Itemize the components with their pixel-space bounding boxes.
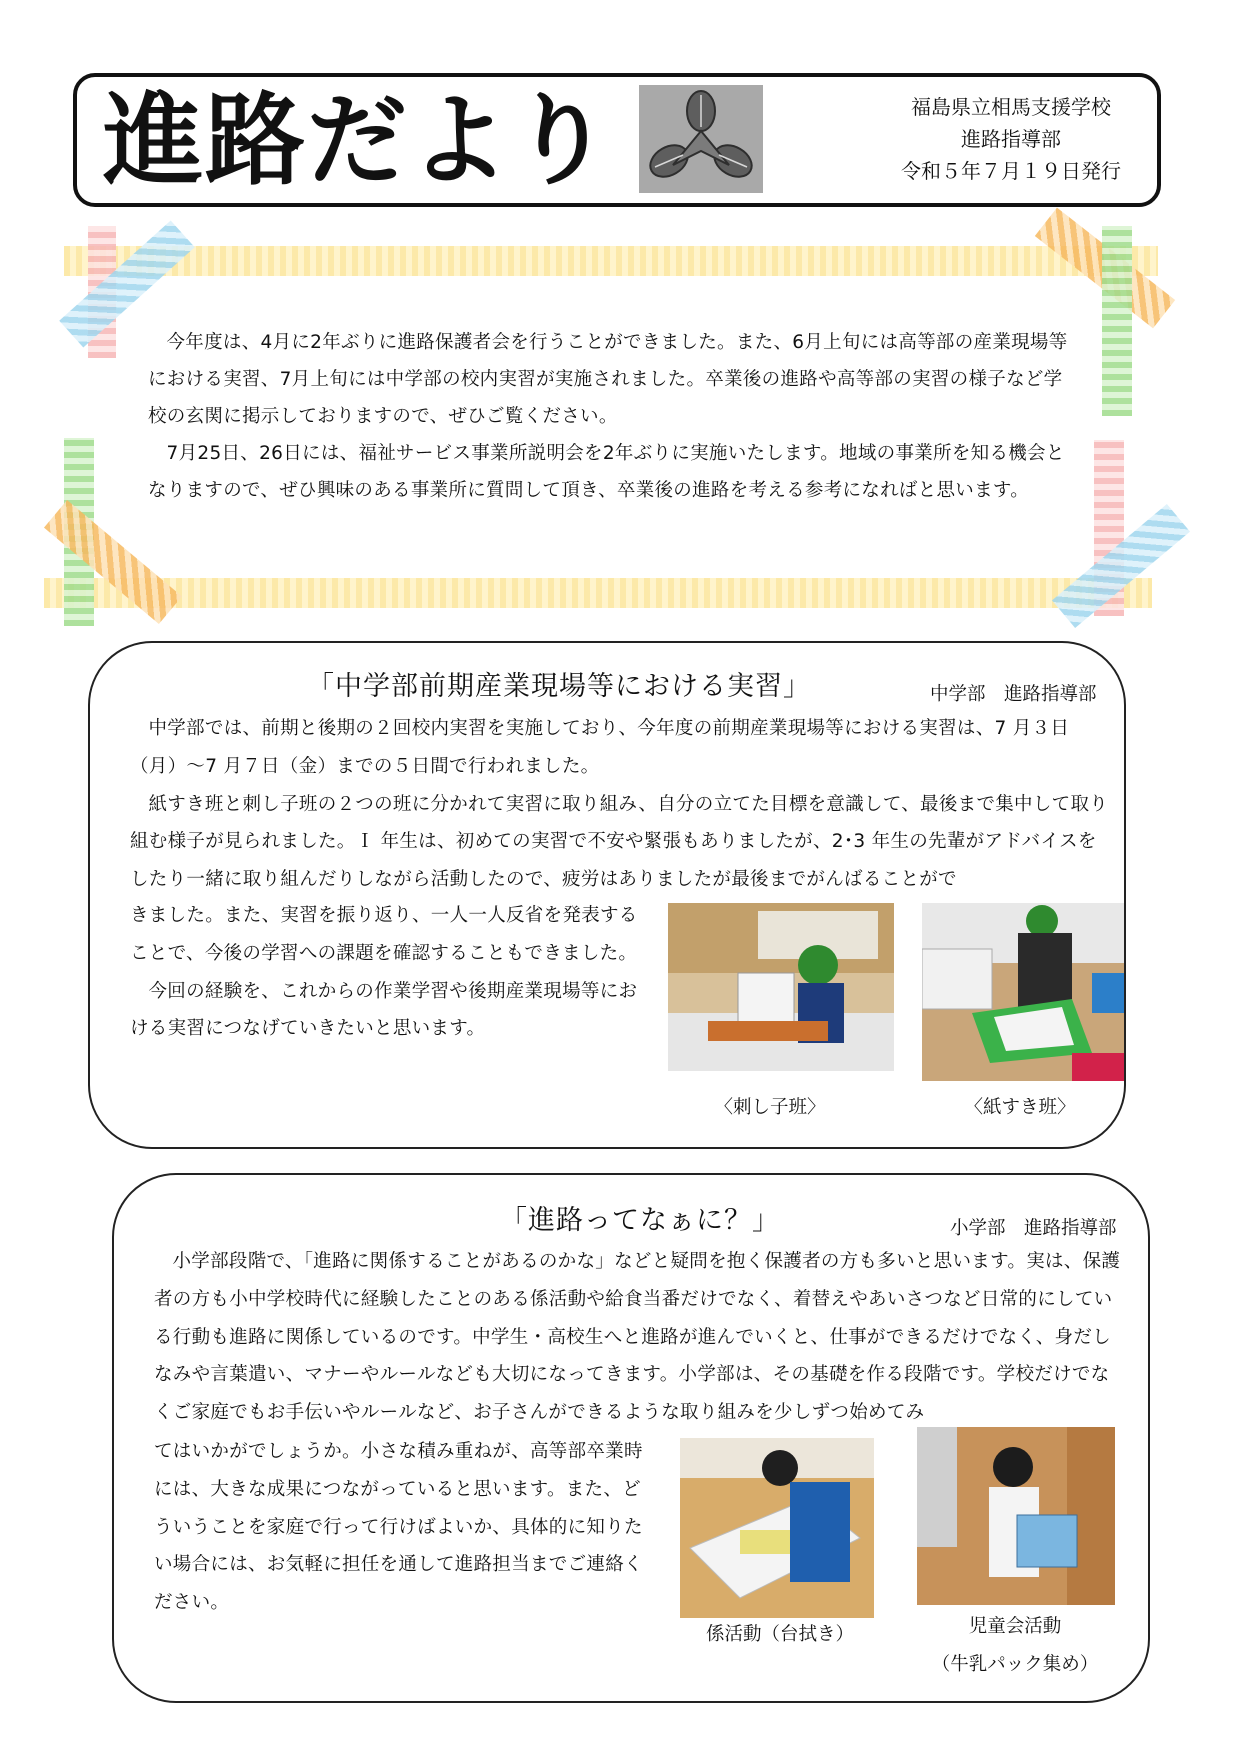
section1-paragraph-2-end: きました。また、実習を振り返り、一人一人反省を発表することで、今後の学習への課題を確認することもできました。 bbox=[130, 905, 638, 964]
section2-caption-student-council: 児童会活動 bbox=[968, 1616, 1062, 1637]
section1-paragraph-1: 中学部では、前期と後期の２回校内実習を実施しており、今年度の前期産業現場等における実習は、7 月３日（月）～7 月７日（金）までの５日間で行われました。 bbox=[130, 718, 1070, 777]
issue-date: 令和５年７月１９日発行 bbox=[901, 159, 1121, 183]
school-name: 福島県立相馬支援学校 bbox=[911, 95, 1111, 119]
table-wiping-photo bbox=[680, 1438, 874, 1618]
intro-paragraph-1: 今年度は、4月に2年ぶりに進路保護者会を行うことができました。また、6月上旬には高等部の産業現場等における実習、7月上旬には中学部の校内実習が実施されました。卒業後の進路や高等部の実習の様子など学校の玄関に掲示しておりますので、ぜひご覧ください。 bbox=[148, 332, 1068, 427]
section2-department: 小学部 進路指導部 bbox=[950, 1218, 1117, 1239]
section2-caption-milk-cartons: （牛乳パック集め） bbox=[931, 1654, 1099, 1675]
section2-body bbox=[154, 1243, 1124, 1432]
tape-bottom-decoration bbox=[44, 578, 1152, 608]
section2-paragraph-1: 小学部段階で、「進路に関係することがあるのかな」などと疑問を抱く保護者の方も多いと思います。実は、保護者の方も小中学校時代に経験したことのある係活動や給食当番だけでなく、着替えやあいさつなど日常的にしている行動も進路に関係しているのです。中学生・高校生へと進路が進んでいくと、仕事ができるだけでなく、身だしなみや言葉遣い、マナーやルールなども大切になってきます。小学部は、その基礎を作る段階です。学校だけでなくご家庭でもお手伝いやルールなど、お子さんができるような取り組みを少しずつ始めてみ bbox=[154, 1251, 1121, 1424]
intro-paragraph-2: 7月25日、26日には、福祉サービス事業所説明会を2年ぶりに実施いたします。地域の事業所を知る機会となりますので、ぜひ興味のある事業所に質問して頂き、卒業後の進路を考える参考になればと思います。 bbox=[148, 443, 1065, 501]
issuer-department: 進路指導部 bbox=[961, 127, 1061, 151]
section1-body-continued bbox=[130, 897, 650, 1048]
section1-paragraph-3: 今回の経験を、これからの作業学習や後期産業現場等における実習につなげていきたいと思います。 bbox=[130, 980, 638, 1040]
section2-caption-table-wiping: 係活動（台拭き） bbox=[705, 1624, 854, 1645]
tape-top-decoration bbox=[64, 246, 1158, 276]
newsletter-title: 進路だより bbox=[103, 82, 613, 199]
section2-body-continued bbox=[154, 1433, 654, 1622]
section1-title: 「中学部前期産業現場等における実習」 bbox=[307, 671, 811, 702]
school-emblem-image bbox=[639, 85, 763, 193]
section2-paragraph-1-end: てはいかがでしょうか。小さな積み重ねが、高等部卒業時には、大きな成果につながっていると思います。また、どういうことを家庭で行って行けばよいか、具体的に知りたい場合には、お気軽に担任を通して進路担当までご連絡ください。 bbox=[154, 1441, 643, 1614]
milk-carton-collection-photo bbox=[917, 1427, 1115, 1605]
section1-body bbox=[130, 710, 1110, 899]
issuer-info bbox=[901, 91, 1121, 187]
intro-text bbox=[148, 324, 1068, 509]
section1-caption-sashiko: 〈刺し子班〉 bbox=[714, 1097, 826, 1118]
tape-green-right-decoration bbox=[1102, 226, 1132, 416]
section2-title: 「進路ってなぁに？」 bbox=[500, 1205, 780, 1236]
section1-department: 中学部 進路指導部 bbox=[930, 684, 1097, 705]
papermaking-group-photo bbox=[922, 903, 1124, 1081]
sashiko-group-photo bbox=[668, 903, 894, 1071]
section1-caption-papermaking: 〈紙すき班〉 bbox=[964, 1097, 1076, 1118]
newsletter-header bbox=[73, 73, 1161, 207]
section1-paragraph-2: 紙すき班と刺し子班の２つの班に分かれて実習に取り組み、自分の立てた目標を意識して、最後まで集中して取り組む様子が見られました。Ｉ 年生は、初めての実習で不安や緊張もありましたが、2･3 年生の先輩がアドバイスをしたり一緒に取り組んだりしながら活動したので、疲労はありましたが最後までがんばることがで bbox=[130, 793, 1109, 891]
emblem-icon bbox=[639, 85, 763, 193]
